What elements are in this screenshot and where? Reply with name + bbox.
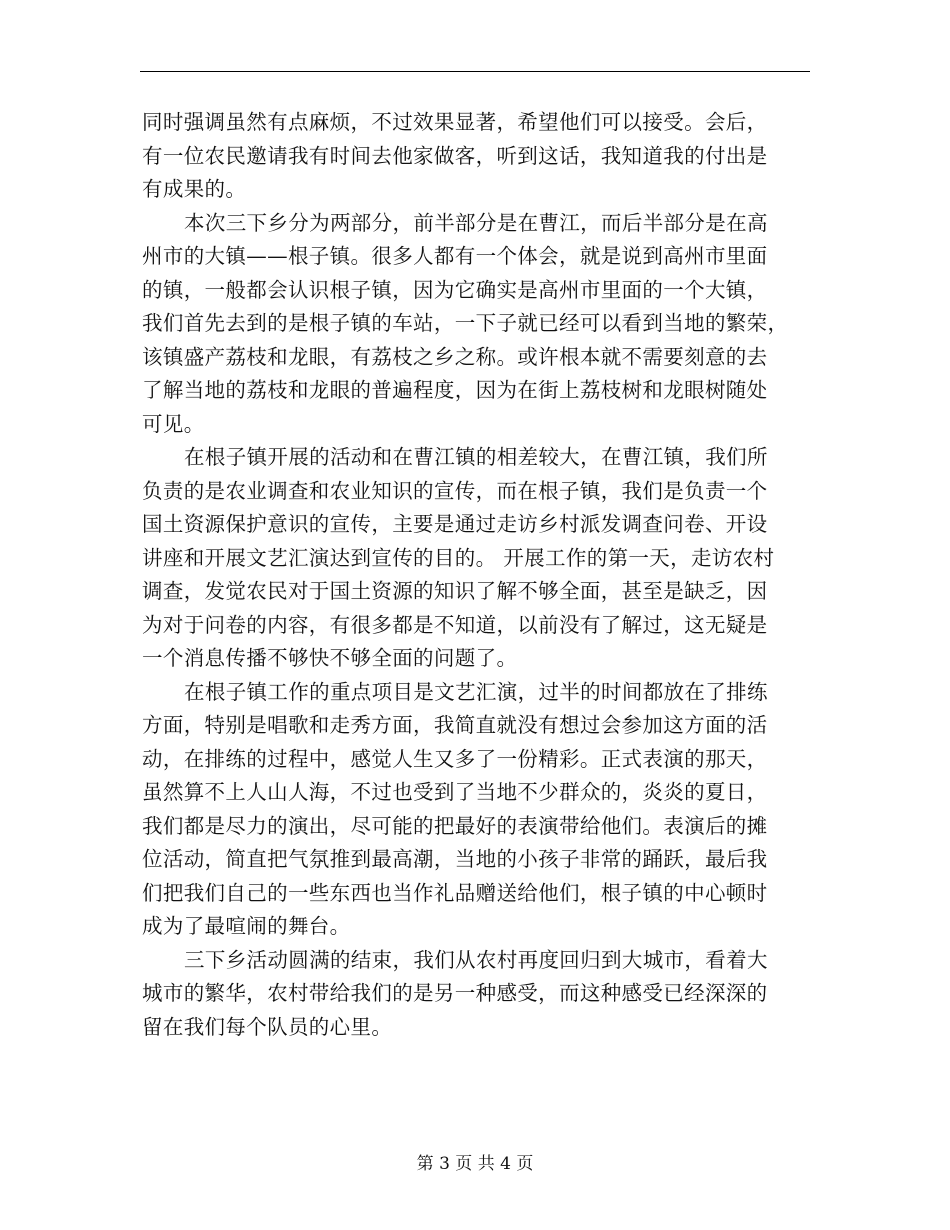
text-line: 在根子镇工作的重点项目是文艺汇演，过半的时间都放在了排练 bbox=[184, 679, 768, 704]
text-line: 方面，特别是唱歌和走秀方面，我简直就没有想过会参加这方面的活 bbox=[142, 713, 768, 737]
text-line: 了解当地的荔枝和龙眼的普遍程度，因为在街上荔枝树和龙眼树随处 bbox=[142, 378, 768, 402]
text-line: 国土资源保护意识的宣传，主要是通过走访乡村派发调查问卷、开设 bbox=[142, 512, 768, 536]
text-line: 们把我们自己的一些东西也当作礼品赠送给他们，根子镇的中心顿时 bbox=[142, 880, 768, 905]
paragraph bbox=[142, 944, 810, 1045]
text-line: 成为了最喧闹的舞台。 bbox=[142, 914, 351, 938]
paragraph bbox=[142, 676, 810, 944]
text-line: 有成果的。 bbox=[142, 177, 247, 201]
text-line: 的镇，一般都会认识根子镇，因为它确实是高州市里面的一个大镇， bbox=[142, 277, 768, 302]
text-line: 在根子镇开展的活动和在曹江镇的相差较大，在曹江镇，我们所 bbox=[184, 445, 768, 469]
text-line: 同时强调虽然有点麻烦，不过效果显著，希望他们可以接受。会后， bbox=[142, 110, 768, 134]
text-line: 该镇盛产荔枝和龙眼，有荔枝之乡之称。或许根本就不需要刻意的去 bbox=[142, 344, 768, 369]
text-line: 留在我们每个队员的心里。 bbox=[142, 1014, 393, 1039]
page-footer bbox=[0, 1152, 950, 1176]
text-line: 我们都是尽力的演出，尽可能的把最好的表演带给他们。表演后的摊 bbox=[142, 813, 768, 838]
text-line: 动，在排练的过程中，感觉人生又多了一份精彩。正式表演的那天， bbox=[142, 746, 768, 771]
document-body bbox=[142, 106, 810, 1044]
text-line: 负责的是农业调查和农业知识的宣传，而在根子镇，我们是负责一个 bbox=[142, 478, 768, 503]
text-line: 为对于问卷的内容，有很多都是不知道，以前没有了解过，这无疑是 bbox=[142, 612, 768, 637]
text-line: 本次三下乡分为两部分，前半部分是在曹江，而后半部分是在高 bbox=[184, 210, 768, 235]
text-line: 位活动，简直把气氛推到最高潮，当地的小孩子非常的踊跃，最后我 bbox=[142, 847, 768, 871]
text-line: 讲座和开展文艺汇演达到宣传的目的。 开展工作的第一天，走访农村 bbox=[142, 545, 775, 570]
paragraph bbox=[142, 441, 810, 676]
text-line: 一个消息传播不够快不够全面的问题了。 bbox=[142, 646, 518, 670]
text-line: 州市的大镇——根子镇。很多人都有一个体会，就是说到高州市里面 bbox=[142, 244, 768, 268]
text-line: 虽然算不上人山人海，不过也受到了当地不少群众的，炎炎的夏日， bbox=[142, 780, 768, 804]
header-rule bbox=[140, 71, 810, 72]
paragraph bbox=[142, 106, 810, 207]
text-line: 有一位农民邀请我有时间去他家做客，听到这话，我知道我的付出是 bbox=[142, 143, 768, 168]
text-line: 城市的繁华，农村带给我们的是另一种感受，而这种感受已经深深的 bbox=[142, 981, 768, 1005]
text-line: 三下乡活动圆满的结束，我们从农村再度回归到大城市，看着大 bbox=[184, 947, 768, 972]
paragraph bbox=[142, 207, 810, 442]
text-line: 调查，发觉农民对于国土资源的知识了解不够全面，甚至是缺乏，因 bbox=[142, 579, 768, 603]
text-line: 我们首先去到的是根子镇的车站，一下子就已经可以看到当地的繁荣， bbox=[142, 311, 789, 335]
page-number-label: 第 3 页 共 4 页 bbox=[416, 1154, 534, 1174]
text-line: 可见。 bbox=[142, 411, 205, 436]
